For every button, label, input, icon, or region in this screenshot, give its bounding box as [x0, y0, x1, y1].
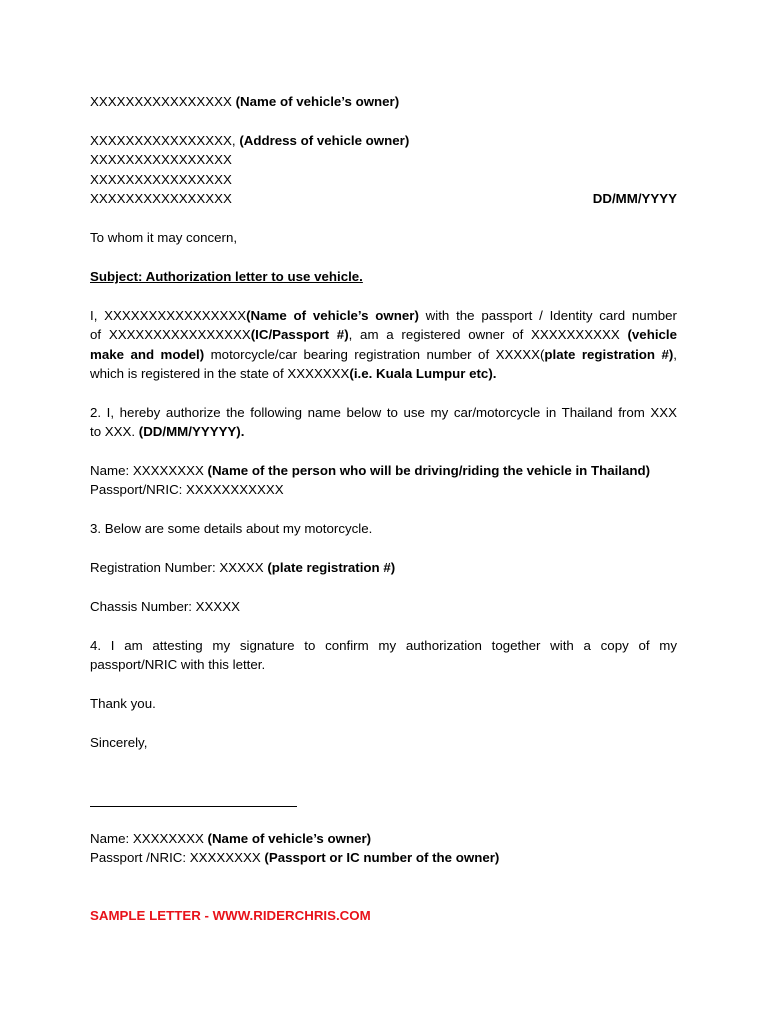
- closing: Sincerely,: [90, 735, 148, 750]
- salutation: To whom it may concern,: [90, 230, 238, 245]
- para2-date-label: (DD/MM/YYYYY).: [138, 424, 245, 440]
- signer-name: Name: XXXXXXXX: [90, 831, 208, 846]
- signature-line: [90, 794, 297, 807]
- para1-plate-label: plate registration #): [544, 346, 674, 362]
- registration-label: (plate registration #): [267, 560, 396, 575]
- address-line-2: XXXXXXXXXXXXXXXX: [90, 152, 232, 168]
- subject-text: Subject: Authorization letter to use vehicle.: [90, 269, 363, 284]
- signer-passport-label: (Passport or IC number of the owner): [264, 850, 500, 866]
- driver-details: [90, 461, 690, 500]
- footer-sample-letter: SAMPLE LETTER - WWW.RIDERCHRIS.COM: [90, 908, 371, 923]
- para1-owner-label: (Name of vehicle’s owner): [246, 308, 419, 323]
- signer-passport: Passport /NRIC: XXXXXXXX: [90, 850, 265, 866]
- para2-text: 2. I, hereby authorize the following name below to use my car/motorcycle in Thailand from XXX: [90, 405, 677, 420]
- paragraph-3: 3. Below are some details about my motorcycle.: [90, 521, 373, 536]
- para1-text: , am a registered owner of XXXXXXXXXX: [348, 327, 628, 343]
- para4-text: 4. I am attesting my signature to confirm my authorization together with a copy of my: [90, 638, 677, 653]
- para1-ic-label: (IC/Passport #): [250, 327, 349, 343]
- address-line-1: XXXXXXXXXXXXXXXX,: [90, 133, 236, 148]
- para1-text: motorcycle/car bearing registration number of XXXXX(: [204, 346, 545, 362]
- owner-header: [90, 92, 677, 111]
- address-line-4: XXXXXXXXXXXXXXXX: [90, 190, 232, 206]
- signature-block: [90, 829, 690, 868]
- para1-text: which is registered in the state of XXXXXXX: [90, 365, 350, 381]
- address-line-3: XXXXXXXXXXXXXXXX: [90, 171, 232, 187]
- letter-date: DD/MM/YYYY: [592, 190, 677, 206]
- paragraph-4: [90, 636, 677, 675]
- driver-name-label: (Name of the person who will be driving/riding the vehicle in Thailand): [207, 463, 651, 478]
- paragraph-2: [90, 403, 677, 442]
- signer-name-label: (Name of vehicle’s owner): [207, 831, 372, 846]
- registration-text: Registration Number: XXXXX: [90, 560, 268, 575]
- driver-name: Name: XXXXXXXX: [90, 463, 208, 478]
- para1-vehicle-label: (vehicle: [627, 327, 678, 343]
- subject-line: [90, 267, 677, 286]
- address-label: (Address of vehicle owner): [239, 133, 410, 148]
- para1-text: with the passport / Identity card number: [418, 308, 677, 323]
- paragraph-1: [90, 306, 677, 383]
- para1-text: ,: [673, 346, 677, 362]
- owner-label: (Name of vehicle’s owner): [235, 94, 400, 109]
- para2-text: to XXX.: [90, 424, 139, 440]
- para1-state-label: (i.e. Kuala Lumpur etc).: [349, 365, 497, 381]
- thank-you: Thank you.: [90, 696, 156, 711]
- para1-text: of XXXXXXXXXXXXXXXX: [90, 327, 251, 343]
- chassis-number: Chassis Number: XXXXX: [90, 599, 241, 614]
- owner-placeholder: XXXXXXXXXXXXXXXX: [90, 94, 232, 109]
- address-block: [90, 131, 677, 208]
- para4-text: passport/NRIC with this letter.: [90, 657, 266, 673]
- para1-text: I, XXXXXXXXXXXXXXXX: [90, 308, 247, 323]
- driver-passport: Passport/NRIC: XXXXXXXXXXX: [90, 482, 284, 498]
- registration-number: [90, 558, 395, 577]
- para1-vehicle-label: make and model): [90, 346, 205, 362]
